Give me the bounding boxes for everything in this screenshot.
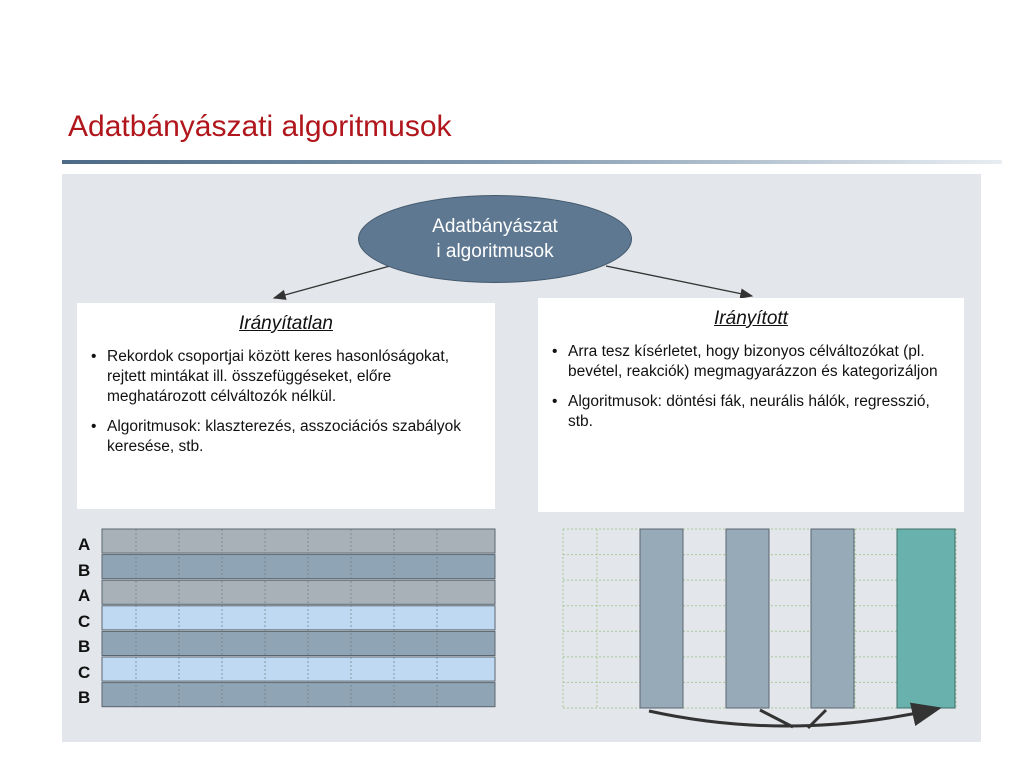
row-label: B: [78, 637, 91, 656]
predictor-column: [811, 529, 854, 708]
undirected-bullet: • Rekordok csoportjai között keres hasonlóságokat, rejtett mintákat ill. összefüggéseket, előre meghatározott célváltozók nélkül.: [107, 347, 483, 407]
root-node-line-2: i algoritmusok: [436, 241, 554, 262]
prediction-arrow: [649, 709, 936, 726]
predictor-column: [726, 529, 769, 708]
undirected-bullet: • Algoritmusok: klaszterezés, asszociációs szabályok keresése, stb.: [107, 417, 483, 457]
row-label: C: [78, 663, 91, 682]
row-label: B: [78, 688, 91, 707]
slide-title: Adatbányászati algoritmusok: [68, 110, 452, 143]
directed-bullet: • Arra tesz kísérletet, hogy bizonyos célváltozókat (pl. bevétel, reakciók) megmagyarázzon és kategorizáljon: [568, 342, 952, 382]
directed-bullet: • Algoritmusok: döntési fák, neurális hálók, regresszió, stb.: [568, 392, 952, 432]
row-label: B: [78, 561, 91, 580]
undirected-heading: Irányítatlan: [239, 313, 333, 334]
row-label: A: [78, 535, 91, 554]
directed-heading: Irányított: [714, 308, 788, 329]
row-label: A: [78, 586, 91, 605]
root-node-line-1: Adatbányászat: [432, 216, 558, 237]
row-label: C: [78, 612, 91, 631]
predictor-column: [640, 529, 683, 708]
target-column: [897, 529, 955, 708]
